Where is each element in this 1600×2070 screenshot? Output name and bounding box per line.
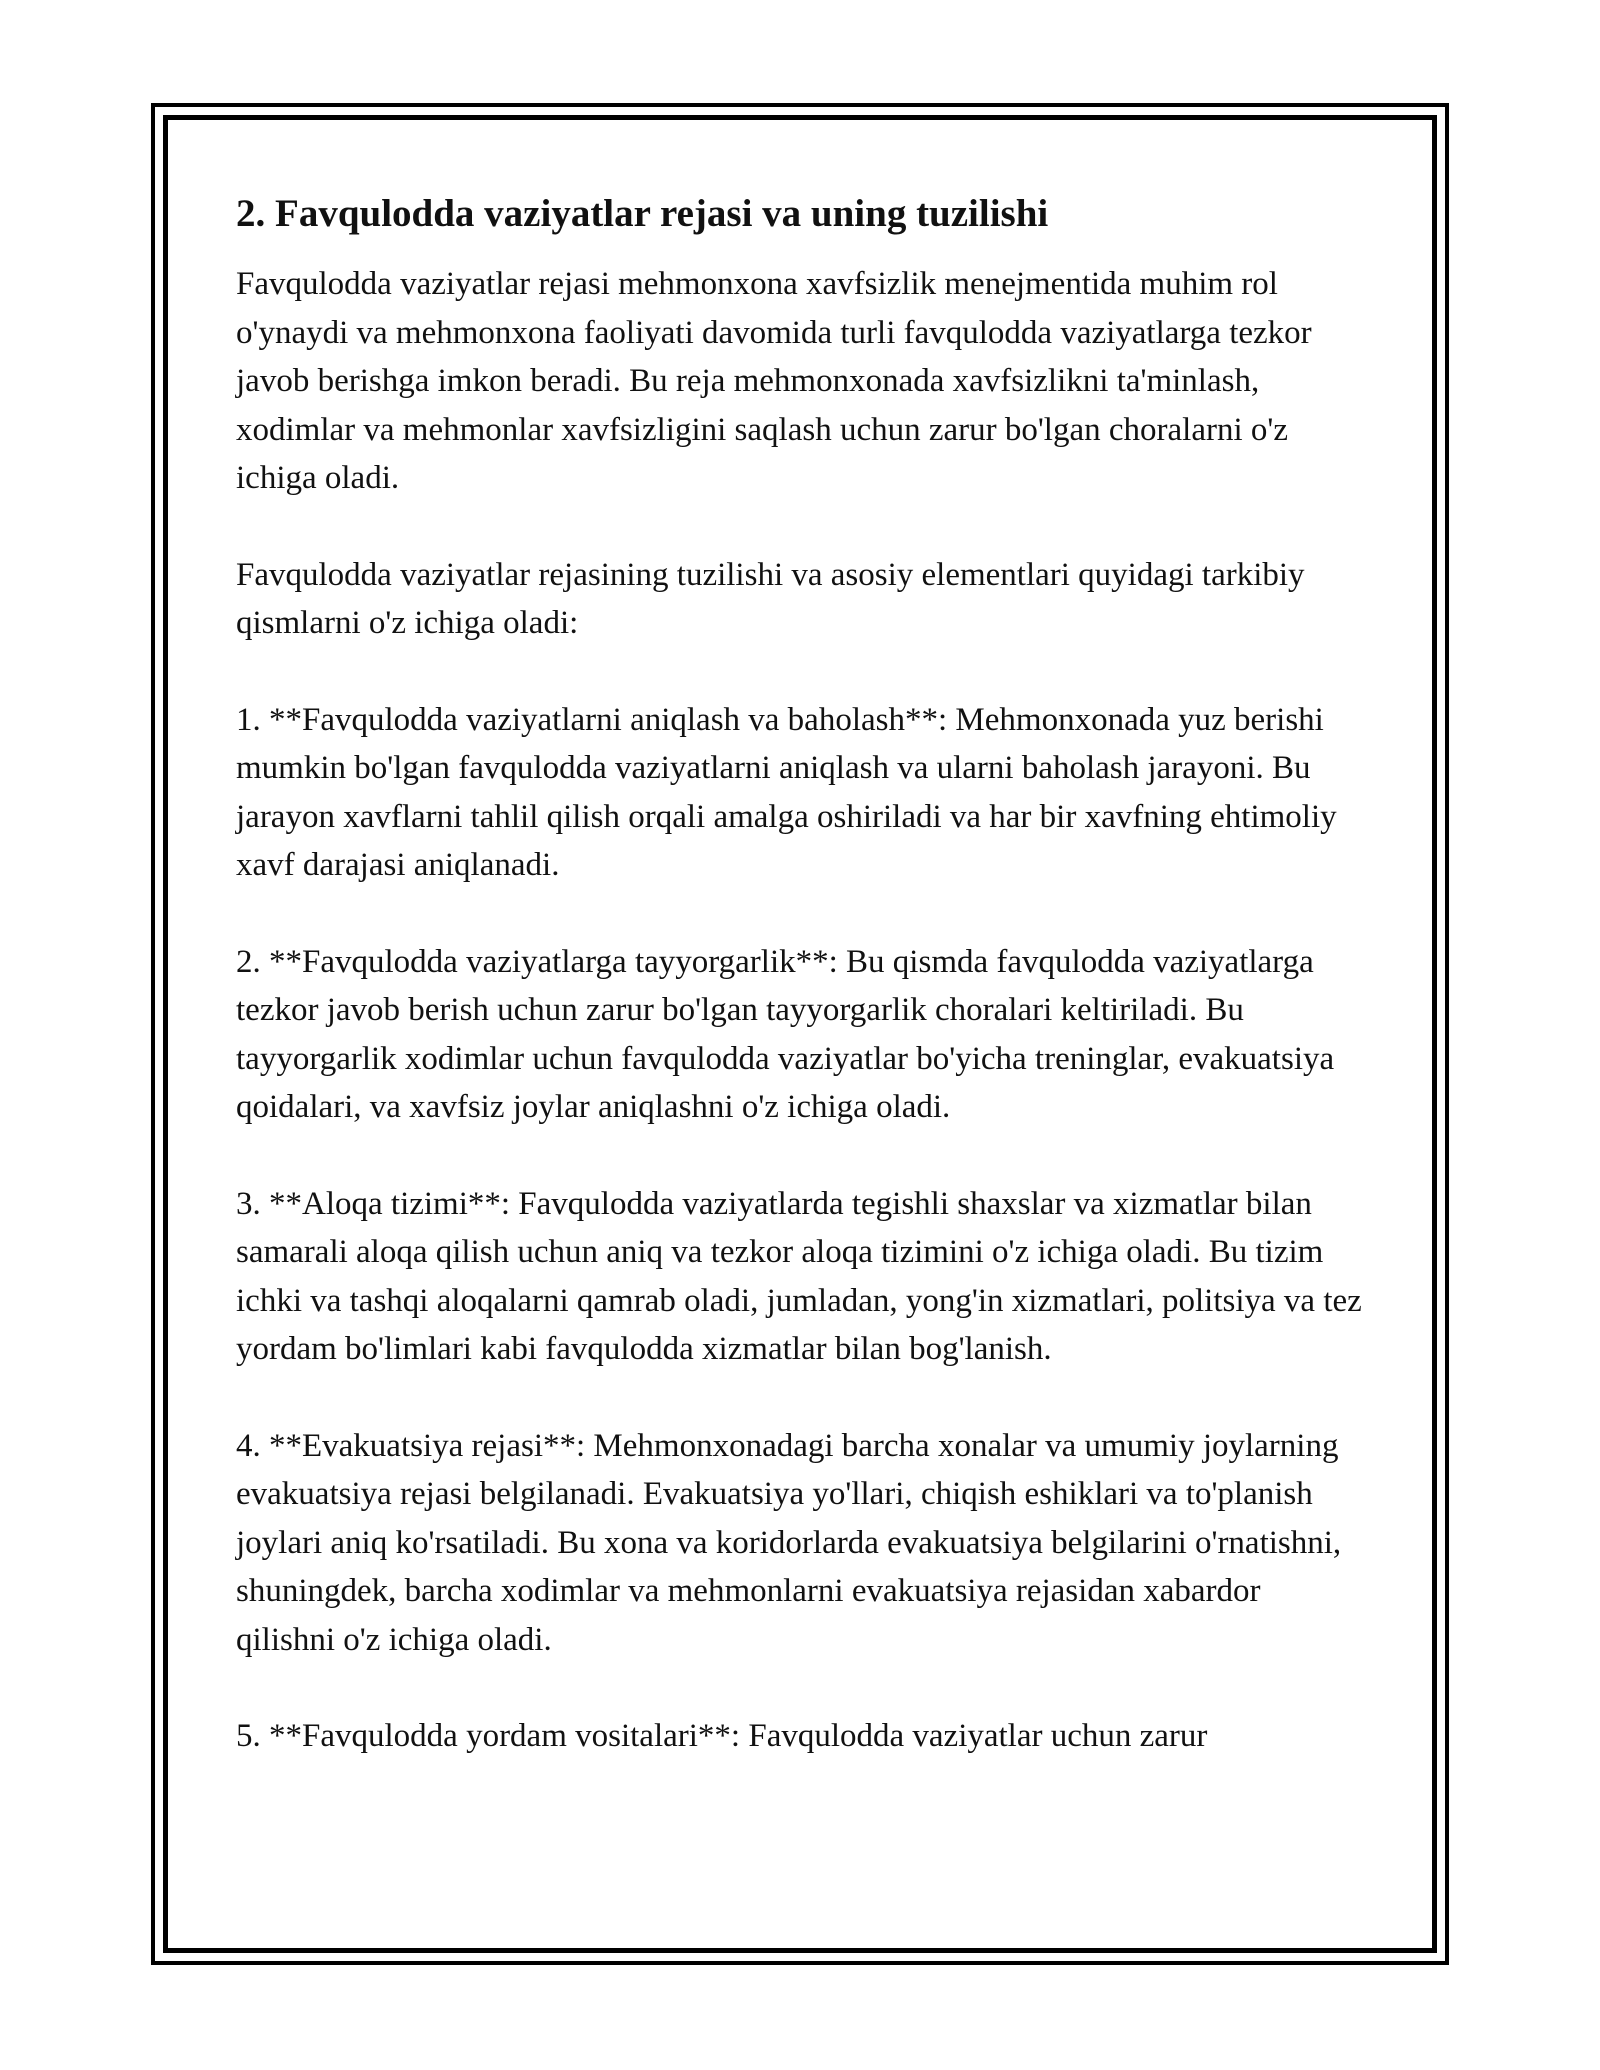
intro-paragraph: Favqulodda vaziyatlar rejasi mehmonxona xavfsizlik menejmentida muhim rol o'ynaydi va mehmonxona faoliyati davomida turli favqulodda vaziyatlarga tezkor javob berishga imkon beradi. Bu reja mehmonxonada xavfsizlikni ta'minlash, xodimlar va mehmonlar xavfsizligini saqlash uchun zarur bo'lgan choralarni o'z ichiga oladi. — [236, 266, 1312, 496]
list-item-5: 5. **Favqulodda yordam vositalari**: Favqulodda vaziyatlar uchun zarur — [236, 1718, 1208, 1754]
section-heading: 2. Favqulodda vaziyatlar rejasi va uning tuzilishi — [236, 192, 1049, 235]
document-body — [236, 186, 1366, 1761]
list-item-3: 3. **Aloqa tizimi**: Favqulodda vaziyatlarda tegishli shaxslar va xizmatlar bilan samarali aloqa qilish uchun aniq va tezkor aloqa tizimini o'z ichiga oladi. Bu tizim ichki va tashqi aloqalarni qamrab oladi, jumladan, yong'in xizmatlari, politsiya va tez yordam bo'limlari kabi favqulodda xizmatlar bilan bog'lanish. — [236, 1185, 1362, 1367]
list-item-2: 2. **Favqulodda vaziyatlarga tayyorgarlik**: Bu qismda favqulodda vaziyatlarga tezkor javob berish uchun zarur bo'lgan tayyorgarlik choralari keltiriladi. Bu tayyorgarlik xodimlar uchun favqulodda vaziyatlar bo'yicha treninglar, evakuatsiya qoidalari, va xavfsiz joylar aniqlashni o'z ichiga oladi. — [236, 943, 1335, 1125]
list-item-1: 1. **Favqulodda vaziyatlarni aniqlash va baholash**: Mehmonxonada yuz berishi mumkin bo'lgan favqulodda vaziyatlarni aniqlash va ularni baholash jarayoni. Bu jarayon xavflarni tahlil qilish orqali amalga oshiriladi va har bir xavfning ehtimoliy xavf darajasi aniqlanadi. — [236, 701, 1337, 883]
structure-paragraph: Favqulodda vaziyatlar rejasining tuzilishi va asosiy elementlari quyidagi tarkibiy qismlarni o'z ichiga oladi: — [236, 556, 1305, 641]
list-item-4: 4. **Evakuatsiya rejasi**: Mehmonxonadagi barcha xonalar va umumiy joylarning evakuatsiya rejasi belgilanadi. Evakuatsiya yo'llari, chiqish eshiklari va to'planish joylari aniq ko'rsatiladi. Bu xona va koridorlarda evakuatsiya belgilarini o'rnatishni, shuningdek, barcha xodimlar va mehmonlarni evakuatsiya rejasidan xabardor qilishni o'z ichiga oladi. — [236, 1427, 1342, 1658]
